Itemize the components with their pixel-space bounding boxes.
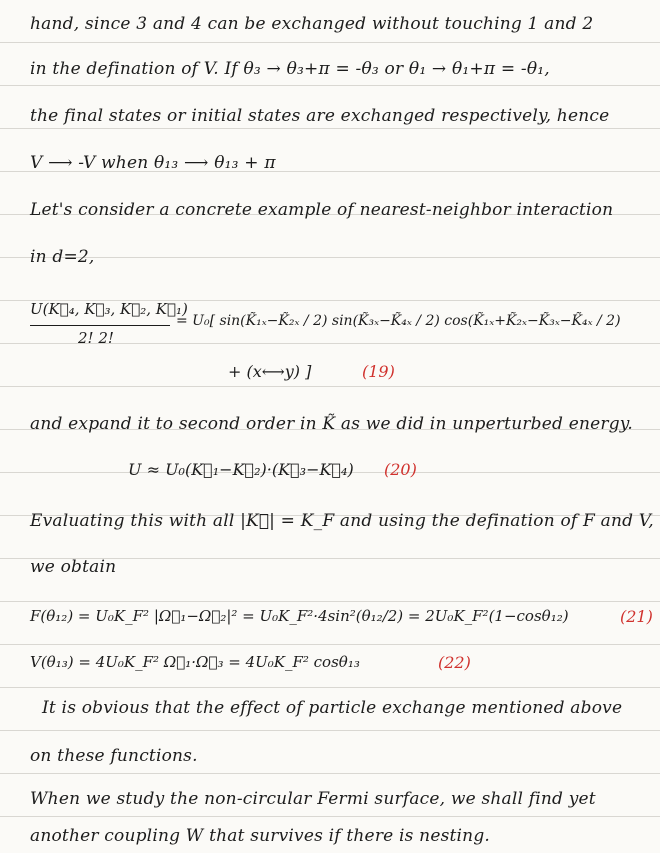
text-line: in the defination of V. If θ₃ → θ₃+π = -θ₃ or θ₁ → θ₁+π = -θ₁, — [30, 59, 550, 79]
eq19-fraction-bar — [30, 325, 170, 326]
text-line: Evaluating this with all |K⃗| = K_F and using the defination of F and V, — [30, 511, 654, 531]
text-line: It is obvious that the effect of particle exchange mentioned above — [42, 698, 623, 718]
text-line: in d=2, — [30, 247, 95, 267]
eq22-label: (22) — [438, 653, 471, 672]
text-line: another coupling W that survives if there is nesting. — [30, 826, 491, 846]
text-line: When we study the non-circular Fermi surface, we shall find yet — [30, 789, 596, 809]
text-line: we obtain — [30, 557, 117, 577]
text-line: on these functions. — [30, 746, 198, 766]
eq19-lhs-denominator: 2! 2! — [78, 329, 114, 347]
eq19-label: (19) — [362, 362, 395, 381]
eq21-expression: F(θ₁₂) = U₀K_F² |Ω⃗₁−Ω⃗₂|² = U₀K_F²·4sin²(θ₁₂/2) = 2U₀K_F²(1−cosθ₁₂) — [30, 607, 569, 625]
eq21-label: (21) — [620, 607, 653, 626]
text-line: the final states or initial states are exchanged respectively, hence — [30, 106, 610, 126]
text-line: hand, since 3 and 4 can be exchanged without touching 1 and 2 — [30, 14, 594, 34]
text-line: and expand it to second order in K̃ as we did in unperturbed energy. — [30, 414, 633, 434]
eq20-expression: U ≈ U₀(K⃗₁−K⃗₂)·(K⃗₃−K⃗₄) — [128, 460, 354, 479]
eq19-rhs: = U₀[ sin(K̃₁ₓ−K̃₂ₓ / 2) sin(K̃₃ₓ−K̃₄ₓ / 2) cos(K̃₁ₓ+K̃₂ₓ−K̃₃ₓ−K̃₄ₓ / 2) — [176, 313, 621, 329]
eq22-expression: V(θ₁₃) = 4U₀K_F² Ω⃗₁·Ω⃗₃ = 4U₀K_F² cosθ₁₃ — [30, 653, 360, 671]
eq19-continuation: + (x⟷y) ] — [228, 362, 312, 381]
eq20-label: (20) — [384, 460, 417, 479]
eq19-lhs-numerator: U(K⃗₄, K⃗₃, K⃗₂, K⃗₁) — [30, 300, 188, 318]
text-line: V ⟶ -V when θ₁₃ ⟶ θ₁₃ + π — [30, 153, 276, 173]
text-line: Let's consider a concrete example of nearest-neighbor interaction — [30, 200, 614, 220]
